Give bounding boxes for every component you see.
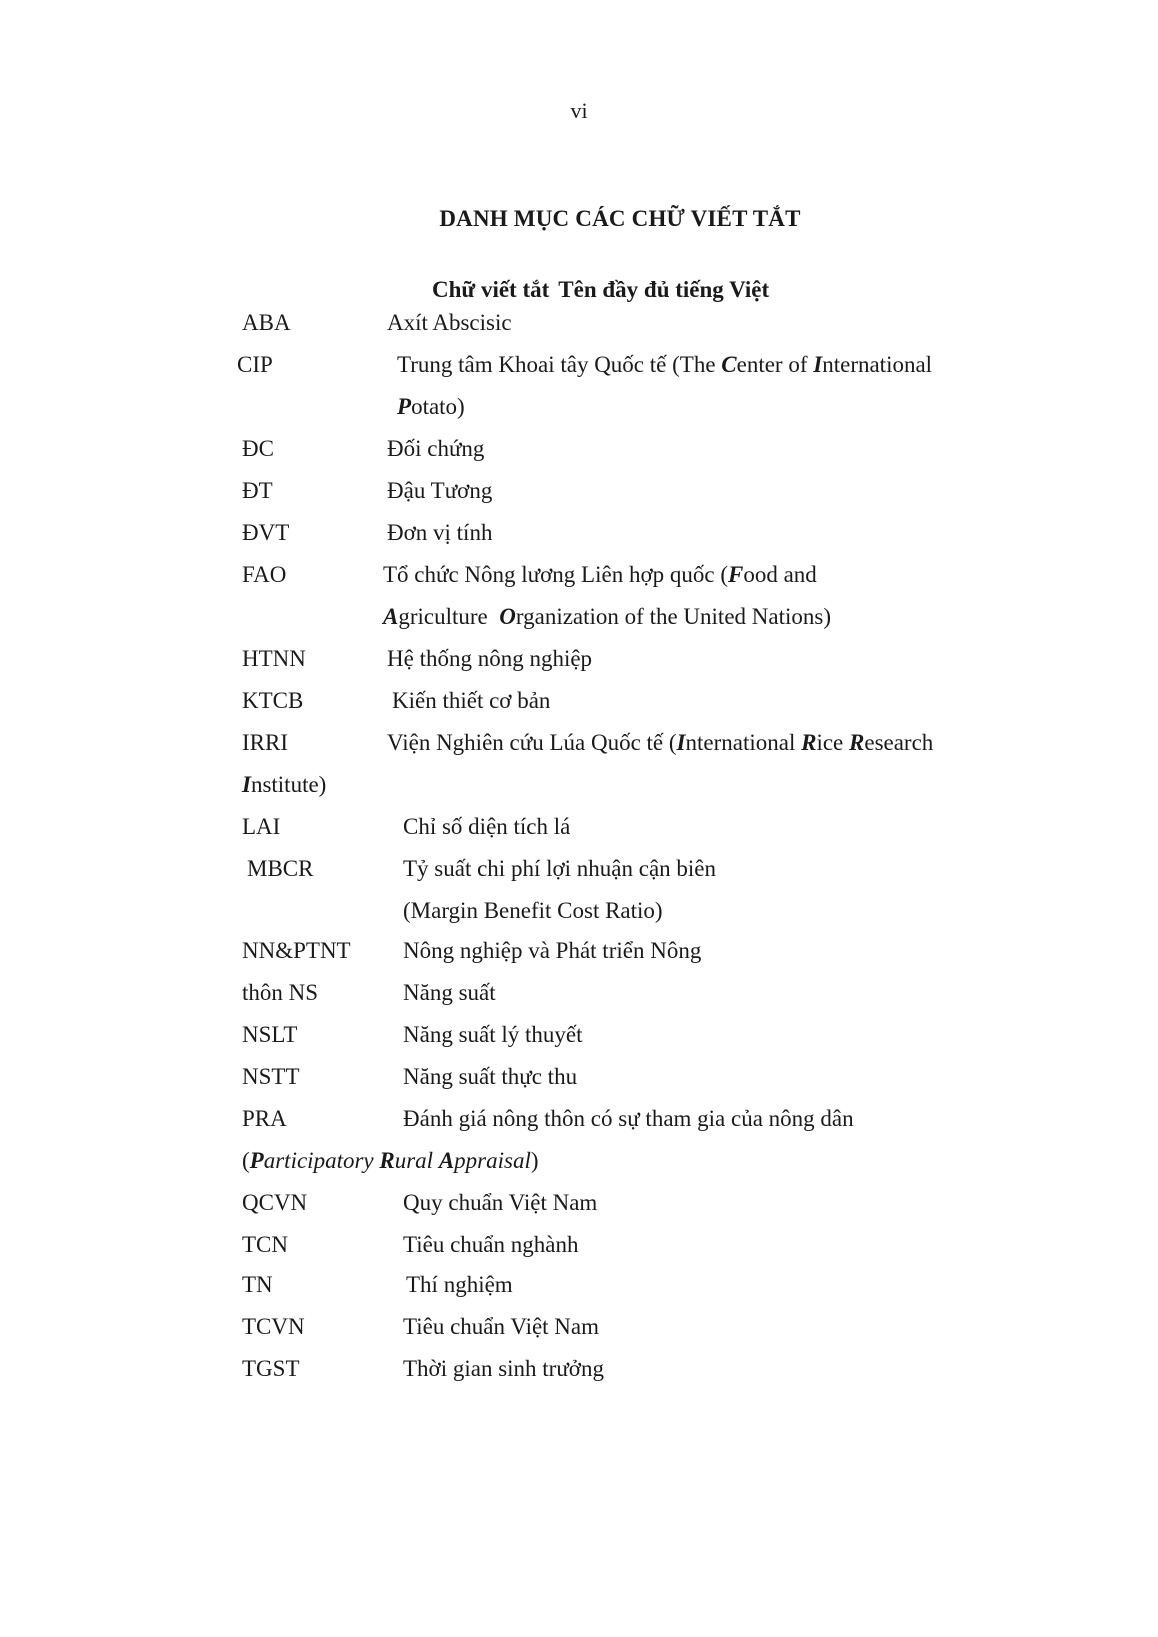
- abbr-tcvn: TCVN: [242, 1314, 305, 1339]
- full-mbcr-cont: (Margin Benefit Cost Ratio): [403, 898, 663, 923]
- abbr-tn: TN: [242, 1272, 273, 1297]
- abbr-ktcb: KTCB: [242, 688, 304, 713]
- page-number: vi: [570, 98, 588, 123]
- full-ns: Năng suất: [403, 980, 496, 1005]
- full-nstt: Năng suất thực thu: [403, 1064, 578, 1089]
- full-irri-cont: Institute): [242, 772, 327, 797]
- full-pra: Đánh giá nông thôn có sự tham gia của nông dân: [403, 1106, 854, 1131]
- abbr-tgst: TGST: [242, 1356, 300, 1381]
- full-tcvn: Tiêu chuẩn Việt Nam: [403, 1314, 600, 1339]
- column-header: [432, 277, 769, 303]
- full-cip: Trung tâm Khoai tây Quốc tế (The Center of International: [397, 352, 933, 377]
- abbr-dc: ĐC: [242, 436, 274, 461]
- page-title: DANH MỤC CÁC CHỮ VIẾT TẮT: [439, 206, 801, 231]
- full-dt: Đậu Tương: [387, 478, 493, 503]
- full-aba: Axít Abscisic: [387, 310, 512, 335]
- abbr-column-header: Chữ viết tắt: [432, 277, 550, 302]
- full-pra-cont: (Participatory Rural Appraisal): [242, 1148, 539, 1173]
- abbr-dt: ĐT: [242, 478, 273, 503]
- full-irri: Viện Nghiên cứu Lúa Quốc tế (International Rice Research: [387, 730, 934, 755]
- full-nslt: Năng suất lý thuyết: [403, 1022, 583, 1047]
- full-tn: Thí nghiệm: [406, 1272, 513, 1297]
- abbr-ns: thôn NS: [242, 980, 319, 1005]
- full-fao-cont: Agriculture Organization of the United Nations): [383, 604, 831, 629]
- abbr-qcvn: QCVN: [242, 1190, 308, 1215]
- abbr-mbcr: MBCR: [247, 856, 314, 881]
- abbr-nslt: NSLT: [242, 1022, 298, 1047]
- abbr-aba: ABA: [242, 310, 291, 335]
- full-dc: Đối chứng: [387, 436, 485, 461]
- full-nnptnt: Nông nghiệp và Phát triển Nông: [403, 938, 702, 963]
- full-fao: Tổ chức Nông lương Liên hợp quốc (Food and: [383, 562, 817, 587]
- full-tcn: Tiêu chuẩn nghành: [403, 1232, 579, 1257]
- full-htnn: Hệ thống nông nghiệp: [387, 646, 593, 671]
- full-dvt: Đơn vị tính: [387, 520, 493, 545]
- full-tgst: Thời gian sinh trưởng: [403, 1356, 604, 1381]
- abbr-htnn: HTNN: [242, 646, 306, 671]
- abbr-tcn: TCN: [242, 1232, 288, 1257]
- full-name-column-header: Tên đầy đủ tiếng Việt: [558, 277, 770, 302]
- full-qcvn: Quy chuẩn Việt Nam: [403, 1190, 598, 1215]
- abbr-fao: FAO: [242, 562, 287, 587]
- abbr-nnptnt: NN&PTNT: [242, 938, 351, 963]
- full-cip-cont: Potato): [397, 394, 465, 419]
- full-ktcb: Kiến thiết cơ bản: [392, 688, 551, 713]
- abbr-nstt: NSTT: [242, 1064, 300, 1089]
- abbr-lai: LAI: [242, 814, 281, 839]
- full-mbcr: Tỷ suất chi phí lợi nhuận cận biên: [403, 856, 717, 881]
- abbr-irri: IRRI: [242, 730, 288, 755]
- full-lai: Chỉ số diện tích lá: [403, 814, 571, 839]
- abbr-pra: PRA: [242, 1106, 287, 1131]
- abbr-cip: CIP: [237, 352, 273, 377]
- abbr-dvt: ĐVT: [242, 520, 290, 545]
